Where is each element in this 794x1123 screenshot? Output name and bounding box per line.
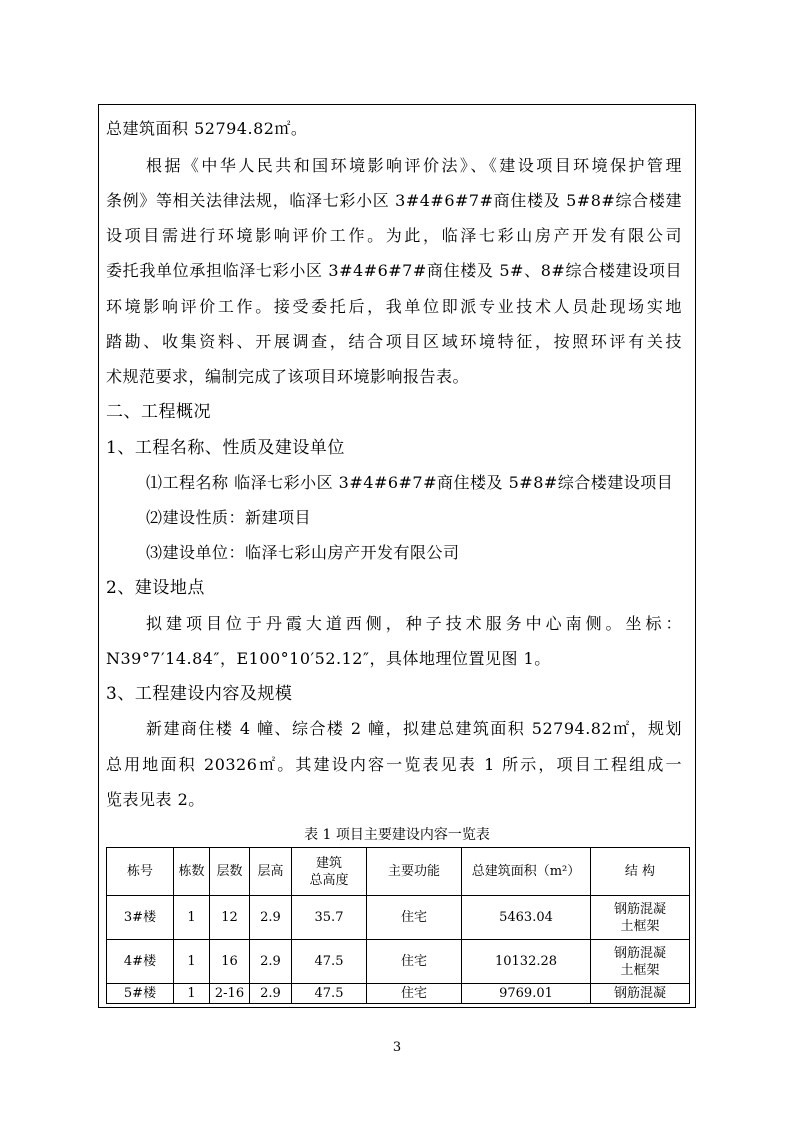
location-line: 拟建项目位于丹霞大道西侧，种子技术服务中心南侧。坐标： (146, 614, 682, 633)
subsection-heading: 1、工程名称、性质及建设单位 (106, 438, 345, 458)
cell-line: 土框架 (620, 962, 660, 978)
table-cell: 住宅 (367, 940, 462, 984)
paragraph-line: 条例》等相关法律法规，临泽七彩小区 3#4#6#7#商住楼及 5#8#综合楼建 (106, 191, 682, 210)
paragraph-line: 根据《中华人民共和国环境影响评价法》、《建设项目环境保护管理 (146, 156, 682, 175)
paragraph-line: 术规范要求，编制完成了该项目环境影响报告表。 (106, 367, 470, 386)
table-row (107, 896, 690, 940)
table-header-row (107, 848, 690, 896)
table-cell: 10132.28 (462, 940, 591, 984)
paragraph-line: 环境影响评价工作。接受委托后，我单位即派专业技术人员赴现场实地 (106, 297, 682, 316)
paragraph-line: 踏勘、收集资料、开展调查，结合项目区域环境特征，按照环评有关技 (106, 332, 682, 351)
table-cell: 35.7 (292, 896, 367, 940)
scale-line: 新建商住楼 4 幢、综合楼 2 幢，拟建总建筑面积 52794.82㎡，规划 (146, 719, 682, 738)
header-cell: 总建筑面积（m²） (462, 848, 591, 896)
scale-line: 总用地面积 20326㎡。其建设内容一览表见表 1 所示，项目工程组成一 (106, 755, 682, 774)
table-cell: 5#楼 (107, 984, 174, 1004)
header-cell: 栋号 (107, 848, 174, 896)
location-line: N39°7′14.84″，E100°10′52.12″，具体地理位置见图 1。 (106, 649, 551, 668)
header-cell-line: 总高度 (309, 872, 349, 888)
table-cell: 47.5 (292, 940, 367, 984)
table-cell: 16 (210, 940, 250, 984)
cell-line: 钢筋混凝 (613, 945, 666, 961)
paragraph-line: 委托我单位承担临泽七彩小区 3#4#6#7#商住楼及 5#、8#综合楼建设项目 (106, 261, 682, 280)
subsection-heading: 2、建设地点 (106, 578, 205, 598)
table-row (107, 984, 690, 1004)
table-cell: 钢筋混凝 (591, 984, 690, 1004)
table-cell: 1 (174, 896, 210, 940)
table-cell: 2.9 (250, 896, 292, 940)
subsection-heading: 3、工程建设内容及规模 (106, 684, 293, 704)
header-cell: 结 构 (591, 848, 690, 896)
table-cell: 3#楼 (107, 896, 174, 940)
header-cell-line: 建筑 (315, 855, 342, 871)
section-heading: 二、工程概况 (106, 402, 211, 422)
table-cell: 5463.04 (462, 896, 591, 940)
header-cell: 栋数 (174, 848, 210, 896)
header-cell (292, 848, 367, 896)
construction-table (106, 847, 690, 1004)
table-cell: 1 (174, 984, 210, 1004)
project-nature-item: ⑵建设性质：新建项目 (146, 508, 312, 527)
cell-line: 土框架 (620, 918, 660, 934)
header-cell: 层高 (250, 848, 292, 896)
cell-line: 钢筋混凝 (613, 901, 666, 917)
table-cell (591, 896, 690, 940)
table-cell: 2.9 (250, 984, 292, 1004)
table-cell: 4#楼 (107, 940, 174, 984)
table-cell: 1 (174, 940, 210, 984)
header-cell: 层数 (210, 848, 250, 896)
table-cell: 2.9 (250, 940, 292, 984)
header-cell: 主要功能 (367, 848, 462, 896)
table-cell: 12 (210, 896, 250, 940)
scale-line: 览表见表 2。 (106, 790, 205, 809)
table-cell: 47.5 (292, 984, 367, 1004)
page-number: 3 (392, 1040, 402, 1055)
builder-item: ⑶建设单位：临泽七彩山房产开发有限公司 (146, 543, 460, 562)
paragraph-line: 总建筑面积 52794.82㎡。 (106, 119, 308, 138)
project-name-item: ⑴工程名称 临泽七彩小区 3#4#6#7#商住楼及 5#8#综合楼建设项目 (146, 473, 674, 492)
table-caption: 表 1 项目主要建设内容一览表 (304, 827, 490, 843)
table-cell: 住宅 (367, 984, 462, 1004)
table-cell (591, 940, 690, 984)
table-cell: 9769.01 (462, 984, 591, 1004)
table-cell: 2-16 (210, 984, 250, 1004)
table-cell: 住宅 (367, 896, 462, 940)
table-row (107, 940, 690, 984)
paragraph-line: 设项目需进行环境影响评价工作。为此，临泽七彩山房产开发有限公司 (106, 226, 682, 245)
